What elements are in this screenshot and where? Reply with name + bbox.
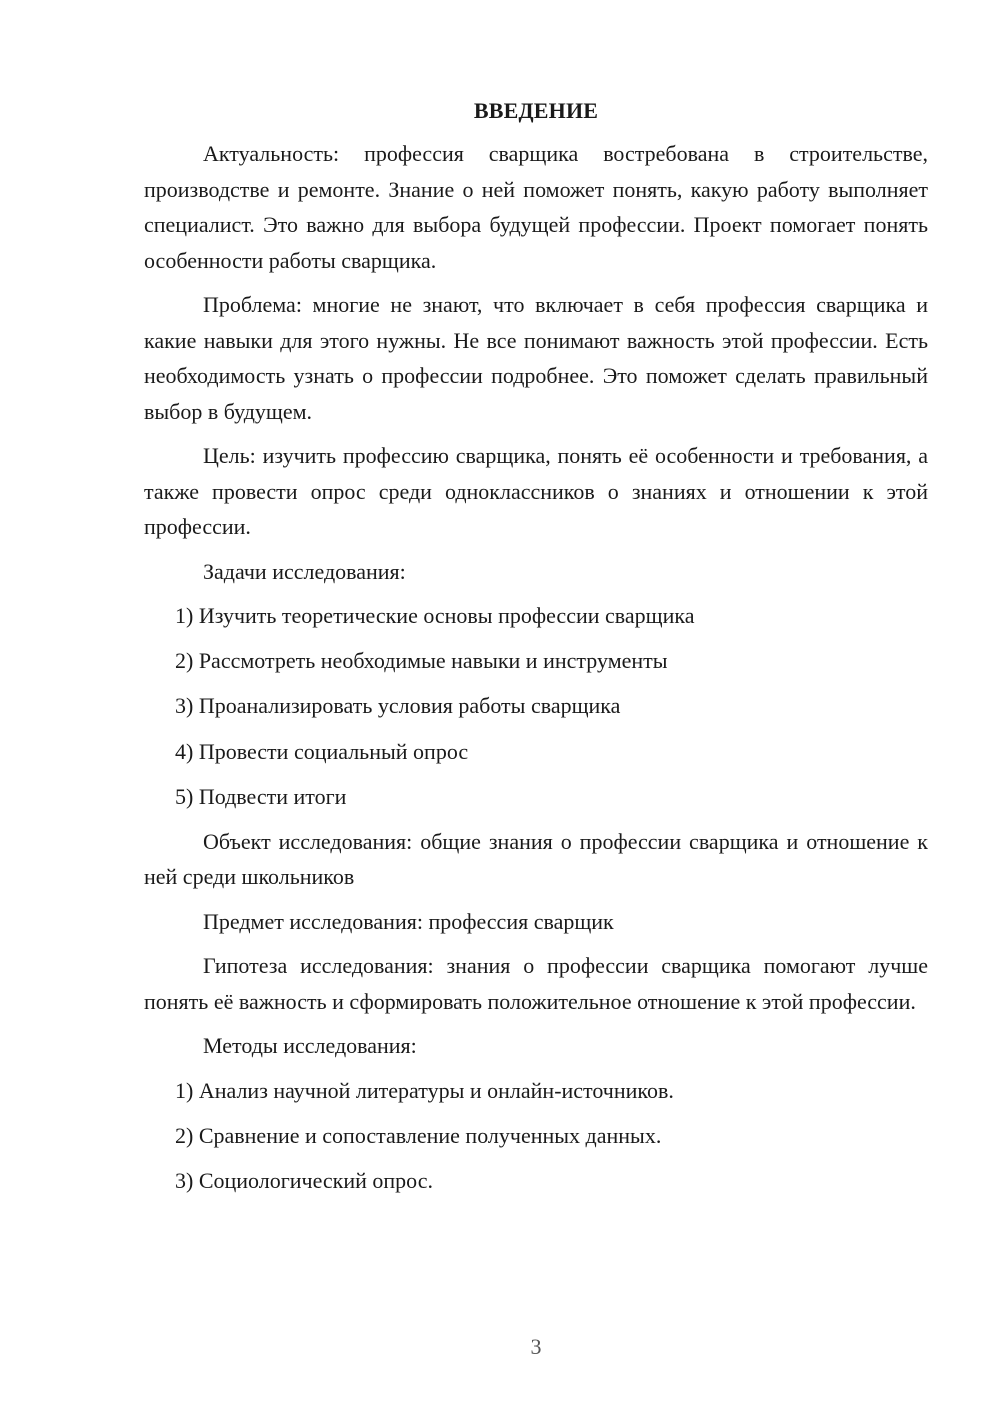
- tasks-list: [144, 598, 928, 814]
- list-item: 3) Социологический опрос.: [175, 1168, 433, 1194]
- list-item: 3) Проанализировать условия работы сварщика: [175, 693, 621, 719]
- methods-heading: Методы исследования:: [203, 1033, 417, 1059]
- page-number: 3: [530, 1334, 542, 1359]
- list-item: 5) Подвести итоги: [175, 783, 347, 809]
- section-title: ВВЕДЕНИЕ: [473, 98, 599, 123]
- list-item: 2) Сравнение и сопоставление полученных данных.: [175, 1123, 662, 1149]
- object-paragraph: Объект исследования: общие знания о профессии сварщика и отношение к ней среди школьников: [144, 828, 928, 890]
- methods-list: [144, 1073, 928, 1199]
- subject-paragraph: Предмет исследования: профессия сварщик: [203, 908, 614, 934]
- list-item: 2) Рассмотреть необходимые навыки и инструменты: [175, 648, 668, 674]
- list-item: 4) Провести социальный опрос: [175, 738, 469, 764]
- hypothesis-paragraph: Гипотеза исследования: знания о профессии сварщика помогают лучше понять её важность и сформировать положительное отношение к этой профессии.: [144, 953, 928, 1014]
- goal-paragraph: Цель: изучить профессию сварщика, понять её особенности и требования, а также провести опрос среди одноклассников о знаниях и отношении к этой профессии.: [144, 443, 928, 539]
- tasks-heading: Задачи исследования:: [203, 558, 406, 584]
- document-page: [144, 96, 928, 1209]
- list-item: 1) Анализ научной литературы и онлайн-источников.: [175, 1077, 674, 1103]
- problem-paragraph: Проблема: многие не знают, что включает в себя профессия сварщика и какие навыки для этого нужны. Не все понимают важность этой профессии. Есть необходимость узнать о профессии подробнее. Это поможет сделать правильный выбор в будущем.: [144, 292, 928, 424]
- list-item: 1) Изучить теоретические основы профессии сварщика: [175, 603, 695, 628]
- relevance-paragraph: Актуальность: профессия сварщика востребована в строительстве, производстве и ремонте. Знание о ней поможет понять, какую работу выполняет специалист. Это важно для выбора будущей профессии. Проект помогает понять особенности работы сварщика.: [144, 141, 928, 273]
